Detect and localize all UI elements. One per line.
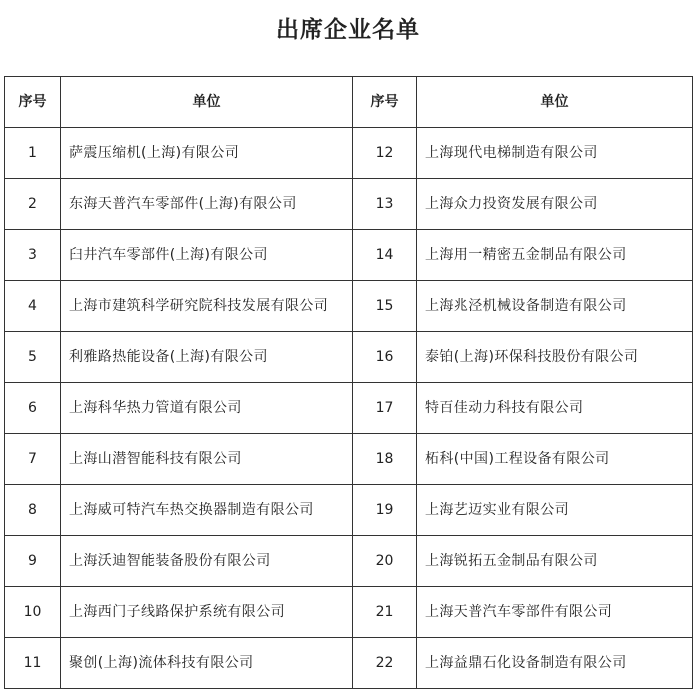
unit-left — [61, 128, 353, 179]
unit-name: 上海众力投资发展有限公司 — [425, 196, 598, 212]
unit-left — [61, 638, 353, 689]
unit-right — [417, 332, 693, 383]
unit-left — [61, 536, 353, 587]
table-row — [5, 332, 693, 383]
unit-name: 上海用一精密五金制品有限公司 — [425, 247, 627, 263]
unit-right — [417, 281, 693, 332]
table-row — [5, 281, 693, 332]
seq-left: 3 — [5, 230, 61, 281]
unit-left — [61, 485, 353, 536]
unit-name: 利雅路热能设备(上海)有限公司 — [69, 349, 268, 365]
unit-left — [61, 332, 353, 383]
unit-name: 上海艺迈实业有限公司 — [425, 502, 569, 518]
unit-header-left: 单位 — [61, 77, 353, 128]
table-row — [5, 383, 693, 434]
page-title: 出席企业名单 — [276, 17, 420, 43]
unit-name: 上海益鼎石化设备制造有限公司 — [425, 655, 627, 671]
table-row — [5, 179, 693, 230]
table-row — [5, 230, 693, 281]
unit-right — [417, 536, 693, 587]
unit-name: 上海山潜智能科技有限公司 — [69, 451, 242, 467]
seq-right: 20 — [353, 536, 417, 587]
unit-left — [61, 230, 353, 281]
seq-left: 8 — [5, 485, 61, 536]
seq-left: 6 — [5, 383, 61, 434]
seq-right: 17 — [353, 383, 417, 434]
seq-left: 9 — [5, 536, 61, 587]
seq-left: 1 — [5, 128, 61, 179]
seq-header-left: 序号 — [5, 77, 61, 128]
table-row — [5, 434, 693, 485]
unit-name: 臼井汽车零部件(上海)有限公司 — [69, 247, 268, 263]
unit-right — [417, 434, 693, 485]
table-body — [5, 128, 693, 689]
seq-header-right: 序号 — [353, 77, 417, 128]
unit-name: 上海威可特汽车热交换器制造有限公司 — [69, 502, 314, 518]
seq-left: 2 — [5, 179, 61, 230]
seq-right: 14 — [353, 230, 417, 281]
unit-name: 上海兆泾机械设备制造有限公司 — [425, 298, 627, 314]
unit-left — [61, 434, 353, 485]
seq-right: 13 — [353, 179, 417, 230]
table-row — [5, 536, 693, 587]
table-row — [5, 638, 693, 689]
seq-left: 11 — [5, 638, 61, 689]
unit-name: 上海天普汽车零部件有限公司 — [425, 604, 613, 620]
unit-header-right: 单位 — [417, 77, 693, 128]
seq-right: 18 — [353, 434, 417, 485]
seq-right: 16 — [353, 332, 417, 383]
unit-name: 上海沃迪智能装备股份有限公司 — [69, 553, 271, 569]
unit-left — [61, 281, 353, 332]
table-row — [5, 128, 693, 179]
unit-right — [417, 638, 693, 689]
attendee-table — [4, 76, 693, 689]
unit-name: 上海现代电梯制造有限公司 — [425, 145, 598, 161]
seq-right: 22 — [353, 638, 417, 689]
unit-name: 聚创(上海)流体科技有限公司 — [69, 655, 254, 671]
unit-left — [61, 179, 353, 230]
seq-right: 19 — [353, 485, 417, 536]
seq-left: 4 — [5, 281, 61, 332]
unit-name: 特百佳动力科技有限公司 — [425, 400, 584, 416]
table-row — [5, 485, 693, 536]
unit-right — [417, 383, 693, 434]
seq-left: 7 — [5, 434, 61, 485]
unit-left — [61, 383, 353, 434]
seq-right: 21 — [353, 587, 417, 638]
unit-left — [61, 587, 353, 638]
unit-right — [417, 587, 693, 638]
unit-name: 上海科华热力管道有限公司 — [69, 400, 242, 416]
unit-name: 上海西门子线路保护系统有限公司 — [69, 604, 285, 620]
seq-right: 12 — [353, 128, 417, 179]
unit-name: 柘科(中国)工程设备有限公司 — [425, 451, 610, 467]
unit-right — [417, 485, 693, 536]
header-row — [5, 77, 693, 128]
unit-name: 泰铂(上海)环保科技股份有限公司 — [425, 349, 639, 365]
seq-right: 15 — [353, 281, 417, 332]
unit-right — [417, 128, 693, 179]
unit-right — [417, 179, 693, 230]
unit-name: 上海锐拓五金制品有限公司 — [425, 553, 598, 569]
unit-right — [417, 230, 693, 281]
unit-name: 东海天普汽车零部件(上海)有限公司 — [69, 196, 297, 212]
seq-left: 5 — [5, 332, 61, 383]
unit-name: 上海市建筑科学研究院科技发展有限公司 — [69, 298, 329, 314]
table-row — [5, 587, 693, 638]
seq-left: 10 — [5, 587, 61, 638]
unit-name: 萨震压缩机(上海)有限公司 — [69, 145, 240, 161]
